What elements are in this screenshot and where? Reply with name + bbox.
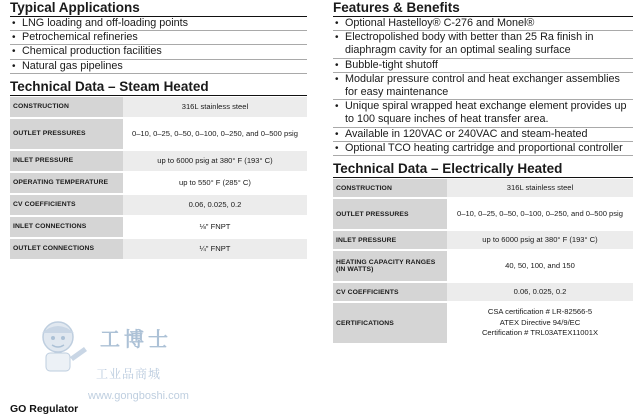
list-item: • Unique spiral wrapped heat exchange element provides up to 100 square inches of heat transfer area.	[333, 100, 633, 127]
spec-value: 0.06, 0.025, 0.2	[447, 282, 633, 302]
spec-label: CV COEFFICIENTS	[10, 194, 123, 216]
spec-label: HEATING CAPACITY RANGES (IN WATTS)	[333, 250, 447, 282]
spec-label: OUTLET PRESSURES	[333, 198, 447, 230]
spec-value: CSA certification # LR-82566-5 ATEX Directive 94/9/EC Certification # TRL03ATEX11001X	[447, 302, 633, 344]
table-row	[10, 194, 307, 216]
spec-value: 316L stainless steel	[123, 97, 307, 118]
table-row	[333, 179, 633, 198]
spec-value: 0–10, 0–25, 0–50, 0–100, 0–250, and 0–500 psig	[123, 118, 307, 150]
spec-label: INLET PRESSURE	[10, 150, 123, 172]
watermark-logo	[32, 317, 217, 402]
table-row	[333, 282, 633, 302]
list-item: • Electropolished body with better than 25 Ra finish in diaphragm cavity for an optimal sealing surface	[333, 31, 633, 58]
spec-value: ¼" FNPT	[123, 238, 307, 260]
table-row	[333, 198, 633, 230]
spec-value: 0.06, 0.025, 0.2	[123, 194, 307, 216]
spec-label: CERTIFICATIONS	[333, 302, 447, 344]
electrically-heated-heading: Technical Data – Electrically Heated	[333, 156, 633, 178]
table-row	[10, 97, 307, 118]
steam-heated-heading: Technical Data – Steam Heated	[10, 74, 307, 96]
left-column	[10, 0, 307, 261]
list-item: • Optional TCO heating cartridge and proportional controller	[333, 142, 633, 156]
list-item: • Modular pressure control and heat exchanger assemblies for easy maintenance	[333, 73, 633, 100]
spec-value: 0–10, 0–25, 0–50, 0–100, 0–250, and 0–500 psig	[447, 198, 633, 230]
table-row	[10, 118, 307, 150]
table-row	[10, 150, 307, 172]
spec-value: 40, 50, 100, and 150	[447, 250, 633, 282]
typical-applications-heading: Typical Applications	[10, 0, 307, 17]
spec-value: up to 550° F (285° C)	[123, 172, 307, 194]
electrically-heated-table	[333, 179, 633, 345]
features-heading: Features & Benefits	[333, 0, 633, 17]
list-item: • Natural gas pipelines	[10, 60, 307, 74]
watermark-url: www.gongboshi.com	[88, 390, 189, 402]
spec-label: CONSTRUCTION	[10, 97, 123, 118]
spec-label: INLET PRESSURE	[333, 230, 447, 250]
list-item: • Available in 120VAC or 240VAC and steam-heated	[333, 128, 633, 142]
spec-label: OUTLET CONNECTIONS	[10, 238, 123, 260]
spec-value: up to 6000 psig at 380° F (193° C)	[123, 150, 307, 172]
watermark-cn-title: 工博士	[100, 327, 172, 351]
spec-label: CONSTRUCTION	[333, 179, 447, 198]
list-item: • Optional Hastelloy® C-276 and Monel®	[333, 17, 633, 31]
spec-value: ⅛" FNPT	[123, 216, 307, 238]
spec-label: OUTLET PRESSURES	[10, 118, 123, 150]
spec-label: CV COEFFICIENTS	[333, 282, 447, 302]
typical-applications-list	[10, 17, 307, 74]
table-row	[333, 250, 633, 282]
table-row	[333, 302, 633, 344]
steam-heated-table	[10, 97, 307, 261]
list-item: • Chemical production facilities	[10, 45, 307, 59]
watermark-cn-subtitle: 工业品商城	[96, 367, 162, 381]
spec-label: OPERATING TEMPERATURE	[10, 172, 123, 194]
list-item: • Petrochemical refineries	[10, 31, 307, 45]
list-item: • LNG loading and off-loading points	[10, 17, 307, 31]
features-list	[333, 17, 633, 156]
spec-label: INLET CONNECTIONS	[10, 216, 123, 238]
table-row	[10, 216, 307, 238]
table-row	[333, 230, 633, 250]
table-row	[10, 172, 307, 194]
table-row	[10, 238, 307, 260]
footer-brand: GO Regulator	[10, 403, 79, 415]
right-column	[333, 0, 633, 345]
spec-value: 316L stainless steel	[447, 179, 633, 198]
list-item: • Bubble-tight shutoff	[333, 59, 633, 73]
spec-value: up to 6000 psig at 380° F (193° C)	[447, 230, 633, 250]
mascot-icon	[32, 317, 90, 379]
